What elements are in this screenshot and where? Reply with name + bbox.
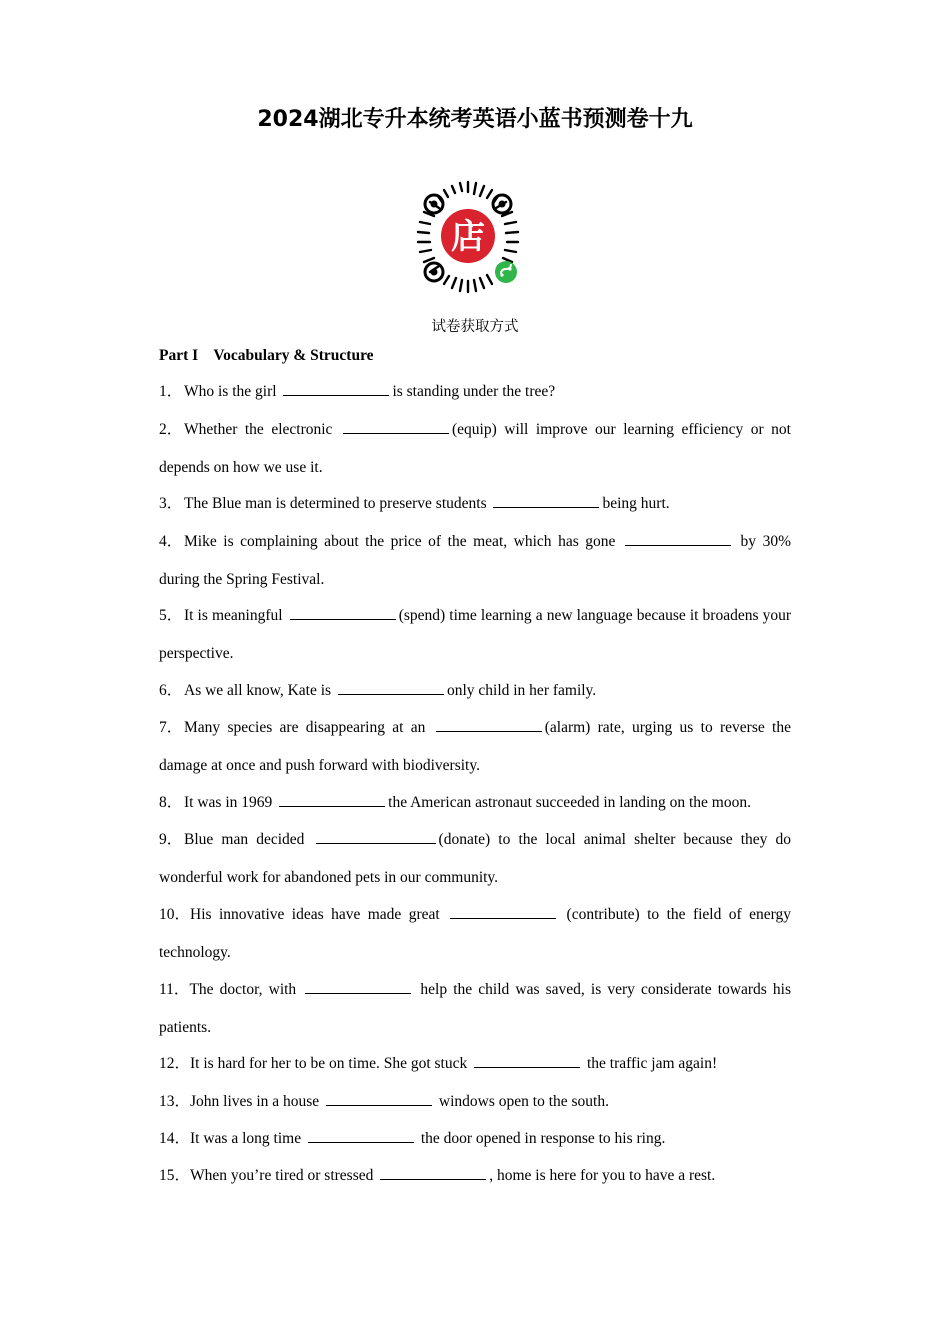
question-text-after: (spend) time learning a new language because it broadens your perspective. xyxy=(159,607,792,662)
answer-blank[interactable] xyxy=(625,531,731,546)
question-number: 11． xyxy=(159,981,190,998)
answer-blank[interactable] xyxy=(493,493,599,508)
question-number: 5． xyxy=(159,607,183,624)
question-item xyxy=(159,784,791,822)
question-number: 2． xyxy=(159,421,183,438)
answer-blank[interactable] xyxy=(338,680,444,695)
question-text-after: is standing under the tree? xyxy=(392,383,556,400)
question-text-after: (donate) to the local animal shelter because they do wonderful work for abandoned pets in our community. xyxy=(159,831,792,886)
question-text-after: windows open to the south. xyxy=(435,1093,609,1110)
question-item xyxy=(159,373,791,411)
question-text-after: being hurt. xyxy=(602,495,670,512)
question-number: 1． xyxy=(159,383,183,400)
question-number: 13． xyxy=(159,1093,191,1110)
question-number: 4． xyxy=(159,533,183,550)
answer-blank[interactable] xyxy=(343,419,449,434)
answer-blank[interactable] xyxy=(380,1165,486,1180)
question-text-before: It was a long time xyxy=(190,1130,302,1147)
question-text-before: Who is the girl xyxy=(184,383,277,400)
answer-blank[interactable] xyxy=(316,829,436,844)
question-text-after: (equip) will improve our learning efficiency or not depends on how we use it. xyxy=(159,421,791,476)
question-text-before: The doctor, with xyxy=(189,981,297,998)
question-number: 12． xyxy=(159,1055,191,1072)
question-number: 8． xyxy=(159,794,183,811)
question-number: 15． xyxy=(159,1167,191,1184)
question-text-after: only child in her family. xyxy=(446,682,597,699)
qr-caption: 试卷获取方式 xyxy=(431,319,519,335)
store-logo-text: 店 xyxy=(451,217,485,257)
question-text-after: by 30% during the Spring Festival. xyxy=(159,533,792,588)
question-text-before: The Blue man is determined to preserve students xyxy=(184,495,487,512)
question-item xyxy=(159,485,791,523)
answer-blank[interactable] xyxy=(326,1091,432,1106)
question-text-before: Whether the electronic xyxy=(184,421,333,438)
question-text-before: It was in 1969 xyxy=(184,794,273,811)
question-number: 6． xyxy=(159,682,183,699)
question-number: 10． xyxy=(159,906,191,923)
question-number: 9． xyxy=(159,831,183,848)
mini-program-icon xyxy=(495,261,517,283)
question-item xyxy=(159,1157,791,1195)
question-item xyxy=(159,1045,791,1083)
question-number: 14． xyxy=(159,1130,191,1147)
question-item xyxy=(159,411,791,486)
question-text-after: the door opened in response to his ring. xyxy=(416,1130,666,1147)
answer-blank[interactable] xyxy=(474,1053,580,1068)
question-text-before: When you’re tired or stressed xyxy=(190,1167,374,1184)
question-text-after: (alarm) rate, urging us to reverse the damage at once and push forward with biodiversity. xyxy=(159,719,791,774)
question-item xyxy=(159,523,791,598)
question-text-after: help the child was saved, is very considerate towards his patients. xyxy=(159,981,791,1036)
question-text-after: the traffic jam again! xyxy=(583,1055,718,1072)
answer-blank[interactable] xyxy=(450,904,556,919)
question-item xyxy=(159,896,791,971)
answer-blank[interactable] xyxy=(290,605,396,620)
question-text-before: Mike is complaining about the price of the meat, which has gone xyxy=(184,533,616,550)
answer-blank[interactable] xyxy=(308,1128,414,1143)
answer-blank[interactable] xyxy=(305,979,411,994)
question-text-before: Many species are disappearing at an xyxy=(184,719,426,736)
mini-program-qr-code xyxy=(408,178,528,298)
question-item xyxy=(159,821,791,896)
question-item xyxy=(159,1083,791,1121)
question-text-before: As we all know, Kate is xyxy=(184,682,332,699)
answer-blank[interactable] xyxy=(283,381,389,396)
question-text-before: His innovative ideas have made great xyxy=(190,906,440,923)
question-text-before: It is hard for her to be on time. She got stuck xyxy=(190,1055,468,1072)
question-text-before: It is meaningful xyxy=(184,607,283,624)
page-title: 2024湖北专升本统考英语小蓝书预测卷十九 xyxy=(257,107,693,132)
answer-blank[interactable] xyxy=(279,792,385,807)
question-text-before: John lives in a house xyxy=(190,1093,320,1110)
question-number: 3． xyxy=(159,495,183,512)
question-text-after: (contribute) to the field of energy technology. xyxy=(159,906,791,961)
question-item xyxy=(159,597,791,672)
question-number: 7． xyxy=(159,719,183,736)
qr-code-image xyxy=(408,178,528,298)
question-item xyxy=(159,672,791,710)
question-text-before: Blue man decided xyxy=(184,831,305,848)
question-text-after: , home is here for you to have a rest. xyxy=(489,1167,716,1184)
answer-blank[interactable] xyxy=(436,717,542,732)
question-item xyxy=(159,971,791,1046)
question-item xyxy=(159,1120,791,1158)
section-heading: Part I Vocabulary & Structure xyxy=(159,347,374,364)
question-text-after: the American astronaut succeeded in landing on the moon. xyxy=(388,794,751,811)
question-item xyxy=(159,709,791,784)
